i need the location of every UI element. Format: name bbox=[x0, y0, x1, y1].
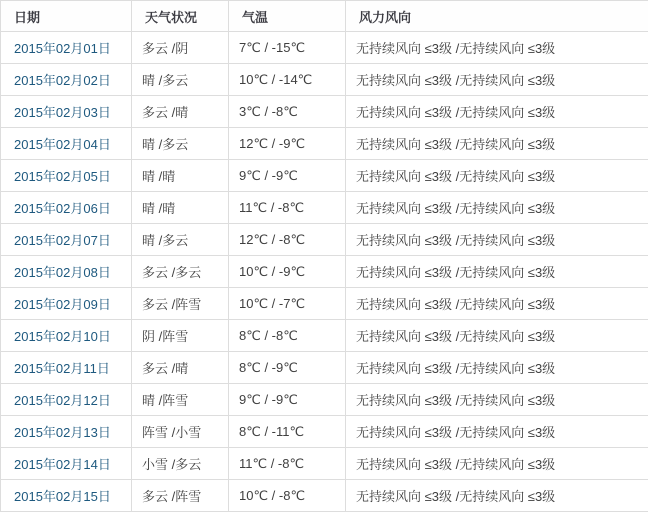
date-cell bbox=[1, 192, 132, 224]
date-link[interactable]: 2015年02月14日 bbox=[14, 457, 111, 472]
wind-cell: 无持续风向 ≤3级 /无持续风向 ≤3级 bbox=[346, 256, 648, 288]
wind-cell: 无持续风向 ≤3级 /无持续风向 ≤3级 bbox=[346, 480, 648, 512]
date-cell bbox=[1, 288, 132, 320]
date-cell bbox=[1, 32, 132, 64]
date-cell bbox=[1, 480, 132, 512]
temp-cell: 11℃ / -8℃ bbox=[229, 192, 346, 224]
date-link[interactable]: 2015年02月06日 bbox=[14, 201, 111, 216]
date-link[interactable]: 2015年02月15日 bbox=[14, 489, 111, 504]
weather-cell: 晴 /多云 bbox=[132, 128, 229, 160]
wind-cell: 无持续风向 ≤3级 /无持续风向 ≤3级 bbox=[346, 32, 648, 64]
table-row bbox=[1, 352, 648, 384]
date-link[interactable]: 2015年02月11日 bbox=[14, 361, 110, 376]
wind-cell: 无持续风向 ≤3级 /无持续风向 ≤3级 bbox=[346, 288, 648, 320]
date-cell bbox=[1, 256, 132, 288]
wind-cell: 无持续风向 ≤3级 /无持续风向 ≤3级 bbox=[346, 384, 648, 416]
temp-cell: 9℃ / -9℃ bbox=[229, 160, 346, 192]
temp-cell: 8℃ / -8℃ bbox=[229, 320, 346, 352]
weather-cell: 多云 /阵雪 bbox=[132, 288, 229, 320]
table-row bbox=[1, 160, 648, 192]
temp-cell: 10℃ / -9℃ bbox=[229, 256, 346, 288]
weather-cell: 多云 /晴 bbox=[132, 96, 229, 128]
wind-cell: 无持续风向 ≤3级 /无持续风向 ≤3级 bbox=[346, 352, 648, 384]
date-cell bbox=[1, 160, 132, 192]
date-cell bbox=[1, 128, 132, 160]
wind-cell: 无持续风向 ≤3级 /无持续风向 ≤3级 bbox=[346, 160, 648, 192]
date-cell bbox=[1, 224, 132, 256]
header-row bbox=[1, 1, 648, 32]
temp-cell: 8℃ / -9℃ bbox=[229, 352, 346, 384]
wind-cell: 无持续风向 ≤3级 /无持续风向 ≤3级 bbox=[346, 224, 648, 256]
table-row bbox=[1, 288, 648, 320]
column-header-weather: 天气状况 bbox=[132, 1, 229, 32]
table-row bbox=[1, 384, 648, 416]
weather-cell: 晴 /多云 bbox=[132, 224, 229, 256]
weather-cell: 阵雪 /小雪 bbox=[132, 416, 229, 448]
weather-cell: 多云 /晴 bbox=[132, 352, 229, 384]
weather-cell: 多云 /阵雪 bbox=[132, 480, 229, 512]
date-link[interactable]: 2015年02月08日 bbox=[14, 265, 111, 280]
date-link[interactable]: 2015年02月01日 bbox=[14, 41, 111, 56]
date-cell bbox=[1, 320, 132, 352]
wind-cell: 无持续风向 ≤3级 /无持续风向 ≤3级 bbox=[346, 64, 648, 96]
date-link[interactable]: 2015年02月02日 bbox=[14, 73, 111, 88]
date-link[interactable]: 2015年02月07日 bbox=[14, 233, 111, 248]
table-row bbox=[1, 320, 648, 352]
table-row bbox=[1, 32, 648, 64]
temp-cell: 7℃ / -15℃ bbox=[229, 32, 346, 64]
date-link[interactable]: 2015年02月09日 bbox=[14, 297, 111, 312]
temp-cell: 12℃ / -8℃ bbox=[229, 224, 346, 256]
weather-cell: 阴 /阵雪 bbox=[132, 320, 229, 352]
temp-cell: 9℃ / -9℃ bbox=[229, 384, 346, 416]
date-cell bbox=[1, 416, 132, 448]
table-row bbox=[1, 448, 648, 480]
date-link[interactable]: 2015年02月13日 bbox=[14, 425, 111, 440]
date-cell bbox=[1, 448, 132, 480]
weather-cell: 晴 /晴 bbox=[132, 192, 229, 224]
temp-cell: 10℃ / -7℃ bbox=[229, 288, 346, 320]
wind-cell: 无持续风向 ≤3级 /无持续风向 ≤3级 bbox=[346, 448, 648, 480]
table-row bbox=[1, 96, 648, 128]
table-row bbox=[1, 480, 648, 512]
temp-cell: 11℃ / -8℃ bbox=[229, 448, 346, 480]
table-row bbox=[1, 416, 648, 448]
wind-cell: 无持续风向 ≤3级 /无持续风向 ≤3级 bbox=[346, 96, 648, 128]
wind-cell: 无持续风向 ≤3级 /无持续风向 ≤3级 bbox=[346, 320, 648, 352]
weather-cell: 小雪 /多云 bbox=[132, 448, 229, 480]
weather-cell: 晴 /晴 bbox=[132, 160, 229, 192]
date-link[interactable]: 2015年02月03日 bbox=[14, 105, 111, 120]
date-cell bbox=[1, 96, 132, 128]
column-header-temp: 气温 bbox=[229, 1, 346, 32]
temp-cell: 8℃ / -11℃ bbox=[229, 416, 346, 448]
table-row bbox=[1, 128, 648, 160]
table-row bbox=[1, 64, 648, 96]
column-header-wind: 风力风向 bbox=[346, 1, 648, 32]
date-link[interactable]: 2015年02月05日 bbox=[14, 169, 111, 184]
weather-cell: 多云 /多云 bbox=[132, 256, 229, 288]
weather-cell: 多云 /阴 bbox=[132, 32, 229, 64]
date-cell bbox=[1, 64, 132, 96]
temp-cell: 10℃ / -8℃ bbox=[229, 480, 346, 512]
table-row bbox=[1, 192, 648, 224]
temp-cell: 12℃ / -9℃ bbox=[229, 128, 346, 160]
column-header-date: 日期 bbox=[1, 1, 132, 32]
temp-cell: 10℃ / -14℃ bbox=[229, 64, 346, 96]
table-row bbox=[1, 256, 648, 288]
weather-cell: 晴 /阵雪 bbox=[132, 384, 229, 416]
date-link[interactable]: 2015年02月12日 bbox=[14, 393, 111, 408]
wind-cell: 无持续风向 ≤3级 /无持续风向 ≤3级 bbox=[346, 416, 648, 448]
weather-cell: 晴 /多云 bbox=[132, 64, 229, 96]
wind-cell: 无持续风向 ≤3级 /无持续风向 ≤3级 bbox=[346, 128, 648, 160]
date-cell bbox=[1, 352, 132, 384]
table-row bbox=[1, 224, 648, 256]
wind-cell: 无持续风向 ≤3级 /无持续风向 ≤3级 bbox=[346, 192, 648, 224]
date-link[interactable]: 2015年02月10日 bbox=[14, 329, 111, 344]
date-link[interactable]: 2015年02月04日 bbox=[14, 137, 111, 152]
date-cell bbox=[1, 384, 132, 416]
temp-cell: 3℃ / -8℃ bbox=[229, 96, 346, 128]
